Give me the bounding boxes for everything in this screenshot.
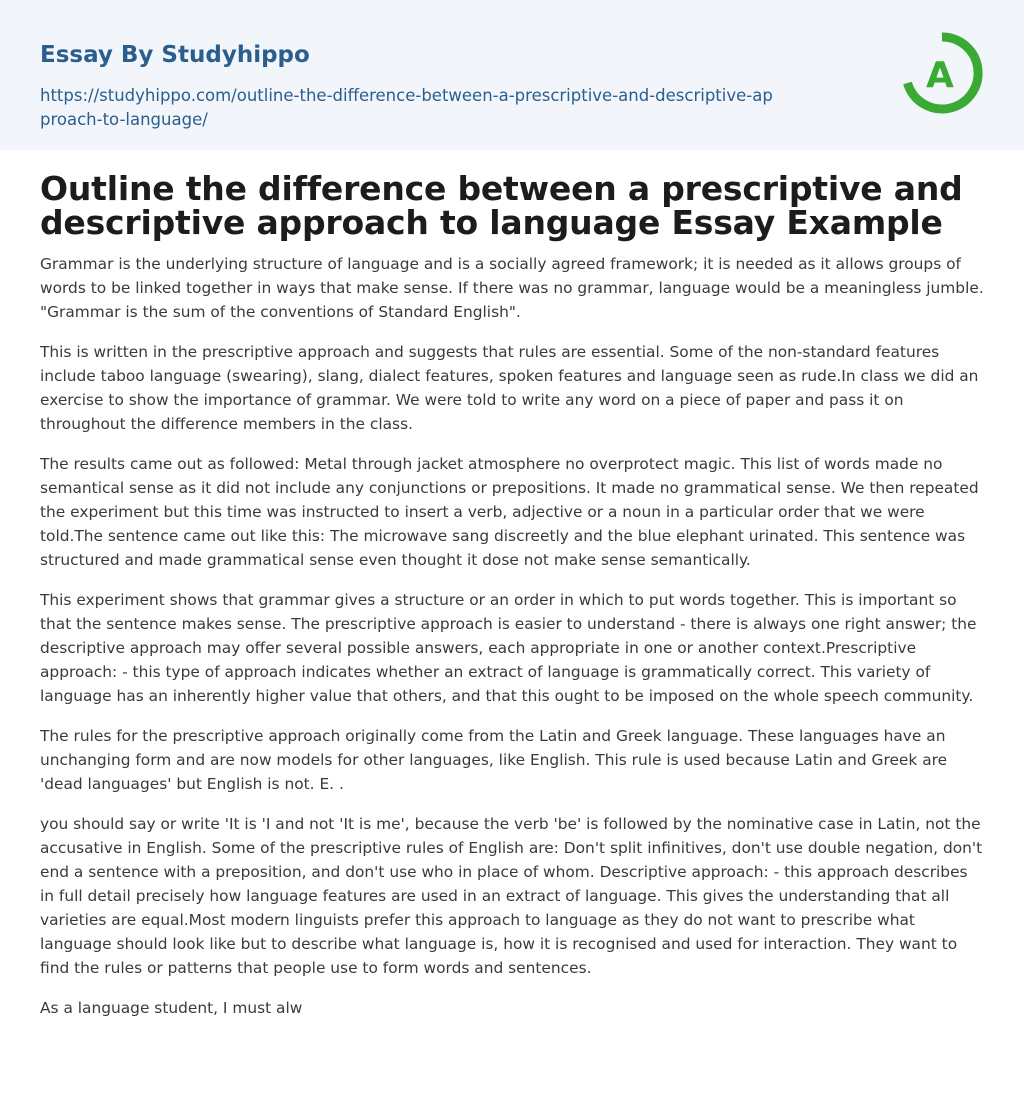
page-title: Outline the difference between a prescriptive and descriptive approach to language Essay Example <box>40 169 963 242</box>
article <box>0 150 1024 1020</box>
paragraph-truncated: As a language student, I must alw <box>40 999 303 1017</box>
logo-letter: A <box>926 55 954 96</box>
site-header <box>0 0 1024 150</box>
paragraph: The results came out as followed: Metal through jacket atmosphere no overprotect magic. This list of words made no semantical sense as it did not include any conjunctions or prepositions. It made no grammatical sense. We then repeated the experiment but this time was instructed to insert a verb, adjective or a noun in a particular order that we were told.The sentence came out like this: The microwave sang discreetly and the blue elephant urinated. This sentence was structured and made grammatical sense even thought it dose not make sense semantically. <box>40 455 979 569</box>
paragraph: The rules for the prescriptive approach originally come from the Latin and Greek language. These languages have an unchanging form and are now models for other languages, like English. This rule is used because Latin and Greek are 'dead languages' but English is not. E. . <box>40 727 948 793</box>
paragraph: Grammar is the underlying structure of language and is a socially agreed framework; it is needed as it allows groups of words to be linked together in ways that make sense. If there was no grammar, language would be a meaningless jumble. "Grammar is the sum of the conventions of Standard English". <box>40 255 984 321</box>
paragraph: This is written in the prescriptive approach and suggests that rules are essential. Some of the non-standard features include taboo language (swearing), slang, dialect features, spoken features and language seen as rude.In class we did an exercise to show the importance of grammar. We were told to write any word on a piece of paper and pass it on throughout the difference members in the class. <box>40 343 979 433</box>
essay-url-link[interactable]: https://studyhippo.com/outline-the-difference-between-a-prescriptive-and-descriptive-approach-to-language/ <box>40 86 773 129</box>
paragraph: This experiment shows that grammar gives a structure or an order in which to put words together. This is important so that the sentence makes sense. The prescriptive approach is easier to understand - there is always one right answer; the descriptive approach may offer several possible answers, each appropriate in one or another context.Prescriptive approach: - this type of approach indicates whether an extract of language is grammatically correct. This variety of language has an inherently higher value that others, and that this ought to be imposed on the whole speech community. <box>40 591 977 705</box>
studyhippo-logo-icon[interactable] <box>899 30 985 116</box>
paragraph: you should say or write 'It is 'I and not 'It is me', because the verb 'be' is followed by the nominative case in Latin, not the accusative in English. Some of the prescriptive rules of English are: Don't split infinitives, don't use double negation, don't end a sentence with a preposition, and don't use who in place of whom. Descriptive approach: - this approach describes in full detail precisely how language features are used in an extract of language. This gives the understanding that all varieties are equal.Most modern linguists prefer this approach to language as they do not want to prescribe what language should look like but to describe what language is, how it is recognised and used for interaction. They want to find the rules or patterns that people use to form words and sentences. <box>40 815 983 977</box>
site-title[interactable]: Essay By Studyhippo <box>40 42 310 68</box>
